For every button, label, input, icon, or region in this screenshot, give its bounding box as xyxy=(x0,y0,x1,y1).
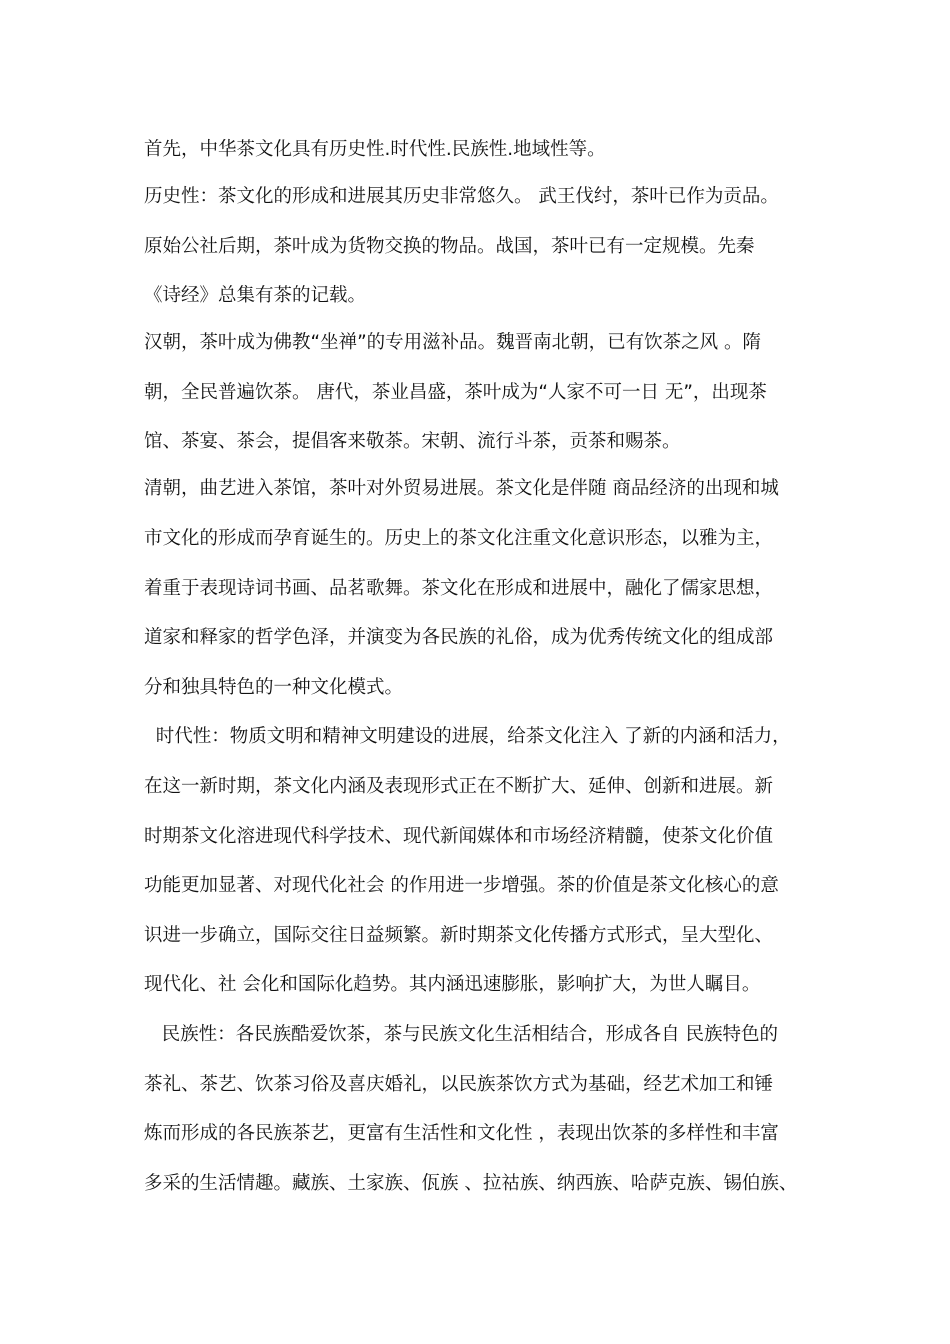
text-line: 着重于表现诗词书画、品茗歌舞。茶文化在形成和进展中，融化了儒家思想， xyxy=(144,577,774,599)
text-line: 时代性：物质文明和精神文明建设的进展，给茶文化注入 了新的内涵和活力， xyxy=(144,726,791,748)
text-line: 在这一新时期，茶文化内涵及表现形式正在不断扩大、延伸、创新和进展。新 xyxy=(144,775,774,797)
text-line: 多采的生活情趣。藏族、土家族、佤族 、拉祜族、纳西族、哈萨克族、锡伯族、 xyxy=(144,1172,798,1194)
text-line: 馆、茶宴、茶会，提倡客来敬茶。宋朝、流行斗茶，贡茶和赐茶。 xyxy=(144,431,681,453)
text-line: 炼而形成的各民族茶艺，更富有生活性和文化性 ，表现出饮茶的多样性和丰富 xyxy=(144,1123,779,1145)
text-line: 汉朝，茶叶成为佛教“坐禅”的专用滋补品。魏晋南北朝，已有饮茶之风 。隋 xyxy=(144,332,762,354)
text-line: 清朝，曲艺进入茶馆，茶叶对外贸易进展。茶文化是伴随 商品经济的出现和城 xyxy=(144,478,779,500)
text-line: 分和独具特色的一种文化模式。 xyxy=(144,676,404,698)
text-line: 原始公社后期，茶叶成为货物交换的物品。战国，茶叶已有一定规模。先秦 xyxy=(144,235,755,257)
text-line: 识进一步确立，国际交往日益频繁。新时期茶文化传播方式形式，呈大型化、 xyxy=(144,924,774,946)
text-line: 功能更加显著、对现代化社会 的作用进一步增强。茶的价值是茶文化核心的意 xyxy=(144,875,779,897)
text-line: 茶礼、茶艺、饮茶习俗及喜庆婚礼，以民族茶饮方式为基础，经艺术加工和锤 xyxy=(144,1073,774,1095)
text-line: 时期茶文化溶进现代科学技术、现代新闻媒体和市场经济精髓，使茶文化价值 xyxy=(144,825,774,847)
text-line: 现代化、社 会化和国际化趋势。其内涵迅速膨胀，影响扩大，为世人瞩目。 xyxy=(144,974,761,996)
text-line: 朝，全民普遍饮茶。 唐代，茶业昌盛，茶叶成为“人家不可一日 无”，出现茶 xyxy=(144,381,767,403)
text-line: 首先，中华茶文化具有历史性.时代性.民族性.地域性等。 xyxy=(144,139,606,160)
body-text xyxy=(144,132,824,1215)
text-line: 历史性：茶文化的形成和进展其历史非常悠久。 武王伐纣，茶叶已作为贡品。 xyxy=(144,186,779,207)
text-line: 道家和释家的哲学色泽，并演变为各民族的礼俗，成为优秀传统文化的组成部 xyxy=(144,627,774,649)
text-line: 民族性：各民族酷爱饮茶，茶与民族文化生活相结合，形成各自 民族特色的 xyxy=(144,1023,779,1045)
text-line: 市文化的形成而孕育诞生的。历史上的茶文化注重文化意识形态，以雅为主， xyxy=(144,527,774,549)
text-line: 《诗经》总集有茶的记载。 xyxy=(144,285,367,307)
